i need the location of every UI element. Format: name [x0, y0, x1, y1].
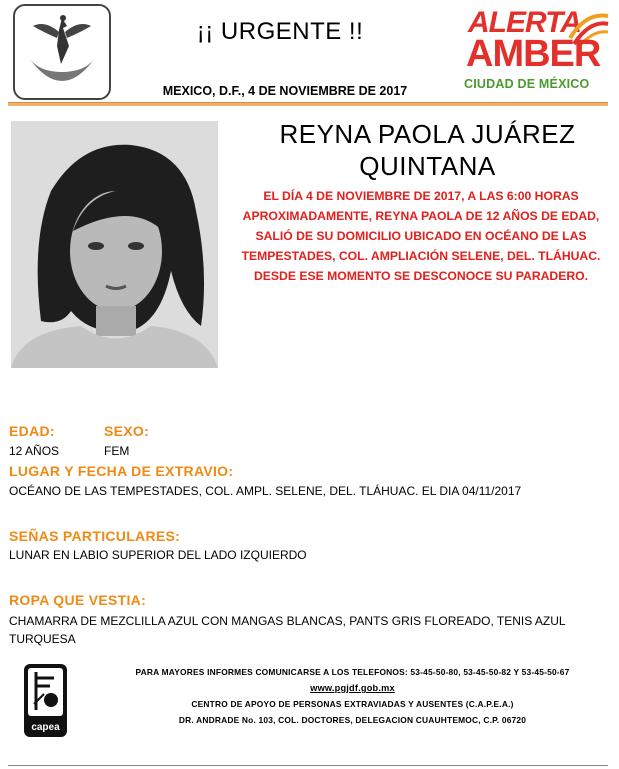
portrait-icon [11, 121, 218, 368]
distinguishing-marks-value: LUNAR EN LABIO SUPERIOR DEL LADO IZQUIERDO [9, 548, 307, 562]
dateline: MEXICO, D.F., 4 DE NOVIEMBRE DE 2017 [162, 84, 408, 98]
clothing-value: CHAMARRA DE MEZCLILLA AZUL CON MANGAS BLANCAS, PANTS GRIS FLOREADO, TENIS AZUL TURQUESA [9, 614, 566, 646]
age-value: 12 AÑOS [9, 444, 60, 458]
place-date-value: OCÉANO DE LAS TEMPESTADES, COL. AMPL. SELENE, DEL. TLÁHUAC. EL DIA 04/11/2017 [9, 484, 522, 498]
bottom-divider [8, 765, 608, 766]
distinguishing-marks-label: SEÑAS PARTICULARES: [9, 528, 181, 544]
website-link[interactable]: www.pgjdf.gob.mx [310, 683, 395, 693]
age-label: EDAD: [9, 423, 55, 439]
alerta-amber-logo [462, 6, 612, 98]
angel-icon [15, 6, 109, 98]
website-link-wrapper [100, 683, 605, 693]
clothing-label: ROPA QUE VESTIA: [9, 592, 147, 608]
amber-logo-line1: ALERTA [468, 6, 581, 39]
incident-description: EL DÍA 4 DE NOVIEMBRE DE 2017, A LAS 6:00 HORAS APROXIMADAMENTE, REYNA PAOLA DE 12 AÑOS DE EDAD, SALIÓ DE SU DOMICILIO UBICADO EN OCÉANO DE LAS TEMPESTADES, COL. AMPLIACIÓN SELENE, DEL. TLÁHUAC. DESDE ESE MOMENTO SE DESCONOCE SU PARADERO. [241, 189, 601, 283]
urgent-heading: ¡¡ URGENTE !! [196, 18, 364, 45]
missing-person-photo [11, 121, 218, 368]
sex-label: SEXO: [104, 423, 150, 439]
capea-logo [24, 664, 67, 737]
capea-logo-text: capea [31, 722, 60, 733]
phones-info: PARA MAYORES INFORMES COMUNICARSE A LOS TELEFONOS: 53-45-50-80, 53-45-50-82 Y 53-45-50-67 [135, 667, 570, 677]
capea-icon [24, 664, 67, 737]
amber-logo-line2: AMBER [466, 33, 601, 75]
sex-value: FEM [104, 444, 130, 458]
government-seal-logo [13, 4, 111, 100]
amber-logo-line3: CIUDAD DE MÉXICO [464, 77, 590, 91]
center-address: DR. ANDRADE No. 103, COL. DOCTORES, DELEGACION CUAUHTEMOC, C.P. 06720 [178, 715, 527, 725]
person-name: REYNA PAOLA JUÁREZ QUINTANA [279, 119, 576, 181]
header-divider [8, 102, 608, 106]
center-name: CENTRO DE APOYO DE PERSONAS EXTRAVIADAS Y AUSENTES (C.A.P.E.A.) [191, 699, 514, 709]
place-date-label: LUGAR Y FECHA DE EXTRAVIO: [9, 463, 234, 479]
